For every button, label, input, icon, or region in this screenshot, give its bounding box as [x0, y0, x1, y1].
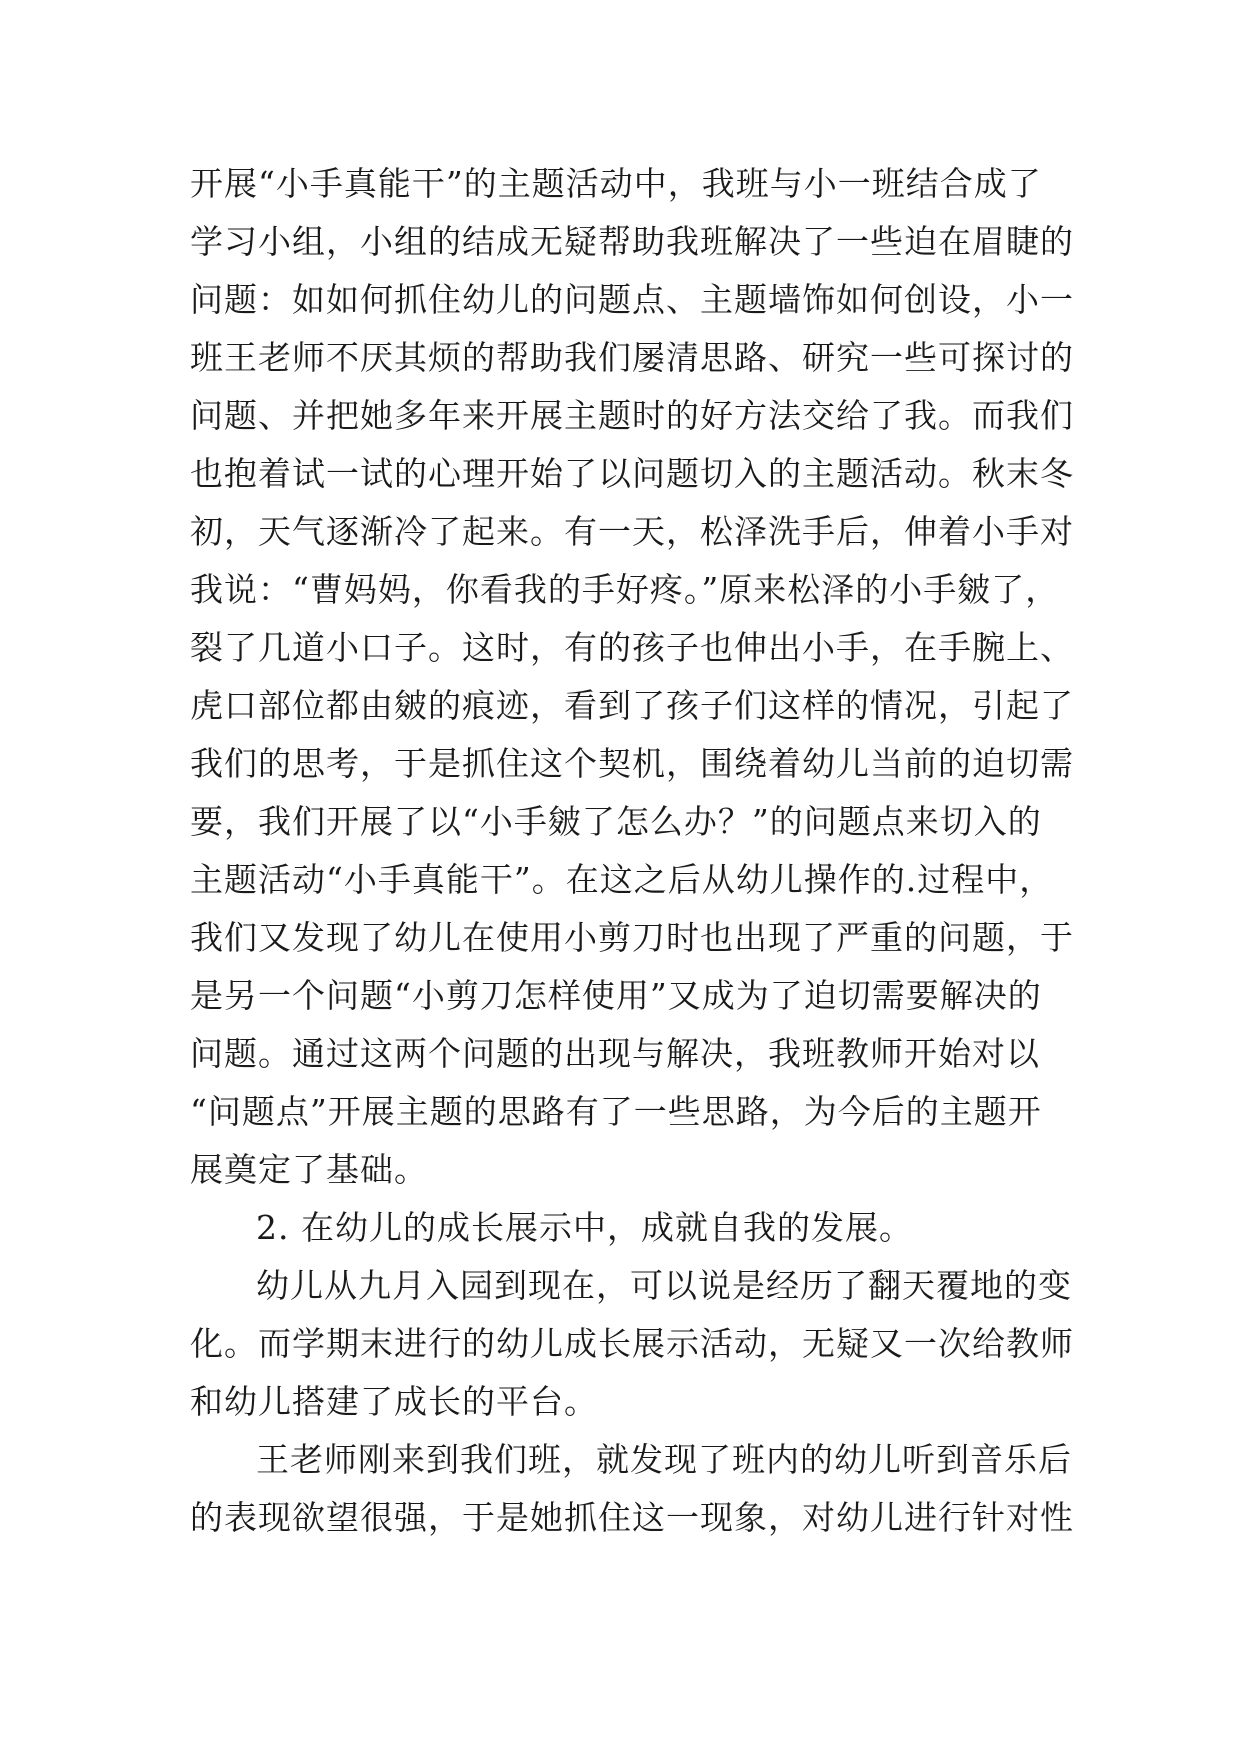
text-line: 幼儿从九月入园到现在，可以说是经历了翻天覆地的变 — [256, 1266, 1072, 1305]
text-line: “问题点”开展主题的思路有了一些思路，为今后的主题开 — [190, 1092, 1042, 1131]
document-body — [190, 155, 1074, 1547]
text-line: 也抱着试一试的心理开始了以问题切入的主题活动。秋末冬 — [190, 454, 1074, 493]
text-line: 初，天气逐渐冷了起来。有一天，松泽洗手后，伸着小手对 — [190, 512, 1074, 551]
text-line: 要，我们开展了以“小手皴了怎么办？”的问题点来切入的 — [190, 802, 1042, 841]
text-line: 我们的思考，于是抓住这个契机，围绕着幼儿当前的迫切需 — [190, 744, 1074, 783]
text-line: 班王老师不厌其烦的帮助我们屡清思路、研究一些可探讨的 — [190, 338, 1074, 377]
text-line: 问题：如如何抓住幼儿的问题点、主题墙饰如何创设，小一 — [190, 280, 1074, 319]
text-line: 裂了几道小口子。这时，有的孩子也伸出小手，在手腕上、 — [190, 628, 1074, 667]
text-line: 开展“小手真能干”的主题活动中，我班与小一班结合成了 — [190, 164, 1042, 203]
text-line: 展奠定了基础。 — [190, 1150, 428, 1189]
text-line: 主题活动“小手真能干”。在这之后从幼儿操作的.过程中， — [190, 860, 1054, 899]
text-line: 虎口部位都由皴的痕迹，看到了孩子们这样的情况，引起了 — [190, 686, 1074, 725]
text-line: 问题、并把她多年来开展主题时的好方法交给了我。而我们 — [190, 396, 1074, 435]
text-line: 我们又发现了幼儿在使用小剪刀时也出现了严重的问题，于 — [190, 918, 1074, 957]
text-line: 王老师刚来到我们班，就发现了班内的幼儿听到音乐后 — [256, 1440, 1072, 1479]
section-heading: 2. 在幼儿的成长展示中，成就自我的发展。 — [256, 1208, 913, 1247]
text-line: 的表现欲望很强，于是她抓住这一现象，对幼儿进行针对性 — [190, 1498, 1074, 1537]
text-line: 和幼儿搭建了成长的平台。 — [190, 1382, 598, 1421]
text-line: 学习小组，小组的结成无疑帮助我班解决了一些迫在眉睫的 — [190, 222, 1074, 261]
text-line: 问题。通过这两个问题的出现与解决，我班教师开始对以 — [190, 1034, 1040, 1073]
text-line: 是另一个问题“小剪刀怎样使用”又成为了迫切需要解决的 — [190, 976, 1042, 1015]
text-line: 我说：“曹妈妈，你看我的手好疼。”原来松泽的小手皴了， — [190, 570, 1060, 609]
text-line: 化。而学期末进行的幼儿成长展示活动，无疑又一次给教师 — [190, 1324, 1074, 1363]
